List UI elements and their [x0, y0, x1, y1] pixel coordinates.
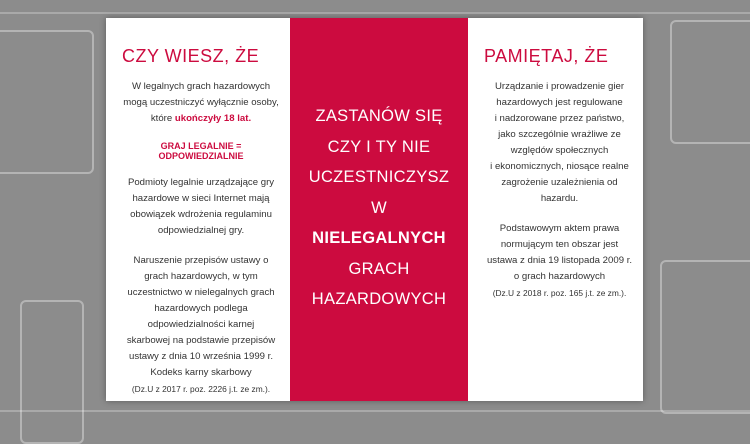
background-decoration: [660, 260, 750, 414]
background-line-bottom: [0, 410, 750, 412]
left-paragraph-age: [122, 79, 280, 127]
legal-reference: (Dz.U z 2018 r. poz. 165 j.t. ze zm.).: [492, 288, 627, 298]
text-line: [122, 111, 280, 127]
text-line: hazardowych jest regulowane: [496, 97, 623, 108]
left-paragraph-operators: [122, 175, 280, 239]
message-line: GRACH: [348, 259, 410, 278]
message-line: CZY I TY NIE: [327, 137, 431, 156]
background-decoration: [670, 20, 750, 144]
text-line: obowiązek wdrożenia regulaminu: [130, 209, 272, 220]
text-line: odpowiedzialnej gry.: [157, 225, 245, 236]
text-line: i ekonomicznych, niosące realne: [490, 161, 629, 172]
background-decoration: [20, 300, 84, 444]
text-line: hazardowe w sieci Internet mają: [132, 193, 270, 204]
slogan: GRAJ LEGALNIE = ODPOWIEDZIALNIE: [158, 141, 244, 161]
text-line: grach hazardowych, w tym: [144, 271, 258, 282]
spacer: [484, 207, 635, 221]
text-line: Urządzanie i prowadzenie gier: [494, 81, 625, 92]
text-fragment: które: [150, 113, 175, 124]
right-heading: PAMIĘTAJ, ŻE: [484, 46, 609, 66]
center-message: [290, 101, 468, 315]
left-heading: CZY WIESZ, ŻE: [122, 46, 260, 66]
legal-reference: (Dz.U z 2017 r. poz. 2226 j.t. ze zm.).: [131, 384, 271, 394]
text-line: Naruszenie przepisów ustawy o: [133, 255, 269, 266]
info-panel: [106, 18, 643, 401]
text-line: W legalnych grach hazardowych: [131, 81, 271, 92]
left-paragraph-penalty: [122, 253, 280, 397]
message-emphasis: NIELEGALNYCH: [312, 229, 446, 247]
text-line: ustawy z dnia 10 września 1999 r.: [129, 351, 273, 362]
message-line: UCZESTNICZYSZ: [308, 168, 450, 186]
left-column: [106, 18, 290, 401]
text-line: skarbowej na podstawie przepisów: [126, 335, 276, 346]
center-banner: [290, 18, 468, 401]
text-line: uczestnictwo w nielegalnych grach: [127, 287, 275, 298]
text-line: względów społecznych: [510, 145, 609, 156]
message-line: ZASTANÓW SIĘ: [315, 107, 443, 125]
text-line: Podmioty legalnie urządzające gry: [127, 177, 275, 188]
text-line: zagrożenie uzależnienia od: [501, 177, 618, 188]
text-line: odpowiedzialności karnej: [147, 319, 255, 330]
text-line: Kodeks karny skarbowy: [150, 367, 252, 378]
age-highlight: ukończyły 18 lat.: [174, 113, 252, 124]
message-line: HAZARDOWYCH: [311, 290, 447, 308]
text-line: mogą uczestniczyć wyłącznie osoby,: [123, 97, 279, 108]
right-column: [468, 18, 643, 401]
text-line: i nadzorowane przez państwo,: [494, 113, 625, 124]
text-line: o grach hazardowych: [513, 271, 606, 282]
spacer: [122, 239, 280, 253]
right-paragraph-regulation: [484, 79, 635, 207]
message-line: W: [371, 198, 387, 217]
text-line: normującym ten obszar jest: [500, 239, 619, 250]
background-line-top: [0, 12, 750, 14]
text-line: hazardu.: [540, 193, 579, 204]
text-line: Podstawowym aktem prawa: [499, 223, 620, 234]
text-line: ustawa z dnia 19 listopada 2009 r.: [486, 255, 633, 266]
text-line: hazardowych podlega: [154, 303, 248, 314]
background-decoration: [0, 30, 94, 174]
right-paragraph-act: [484, 221, 635, 301]
text-line: jako szczególnie wrażliwe ze: [498, 129, 621, 140]
